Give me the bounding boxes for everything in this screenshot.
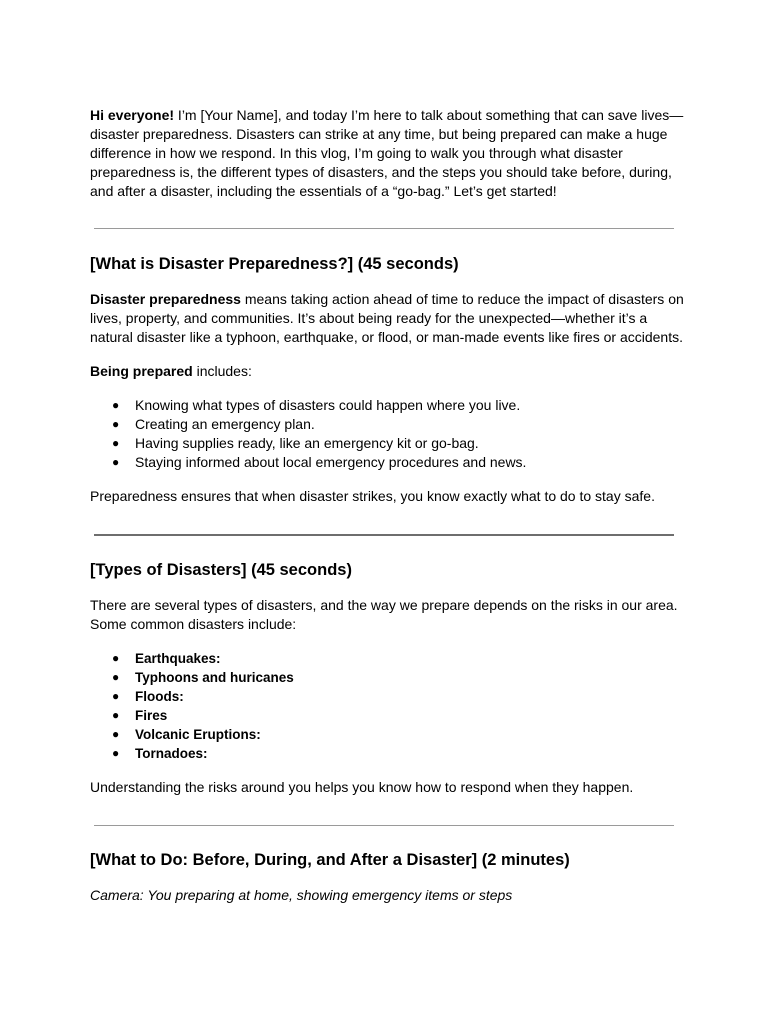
section1-paragraph-definition [90, 290, 690, 347]
bullet-icon: ● [112, 708, 120, 722]
bullet-icon: ● [112, 417, 120, 431]
section1-paragraph-includes [90, 362, 690, 381]
section1-includes-text: includes: [192, 363, 252, 379]
bullet-icon: ● [112, 398, 120, 412]
list-item: ● Volcanic Eruptions: [112, 727, 261, 742]
section1-definition-bold: Disaster preparedness [90, 291, 241, 307]
section-heading-types: [Types of Disasters] (45 seconds) [90, 561, 352, 579]
section-heading-what-is: [What is Disaster Preparedness?] (45 seconds) [90, 255, 459, 273]
bullet-icon: ● [112, 455, 120, 469]
intro-paragraph [90, 106, 690, 201]
intro-lead: Hi everyone! [90, 107, 175, 123]
list-item: ● Tornadoes: [112, 746, 208, 761]
list-item: ● Creating an emergency plan. [112, 416, 315, 432]
section2-paragraph-intro: There are several types of disasters, and the way we prepare depends on the risks in our area. Some common disasters include: [90, 597, 678, 632]
list-item: ● Staying informed about local emergency procedures and news. [112, 454, 527, 470]
list-item: ● Floods: [112, 689, 184, 704]
section1-definition-text: means taking action ahead of time to reduce the impact of disasters on lives, property, and communities. It’s about being ready for the unexpected—whether it’s a natural disaster like a typhoon, earthquake, or flood, or man-made events like fires or accidents. [90, 291, 684, 345]
list-item: ● Typhoons and huricanes [112, 670, 294, 685]
section2-closing: Understanding the risks around you helps you know how to respond when they happen. [90, 779, 634, 795]
section2-list [90, 649, 690, 763]
bullet-icon: ● [112, 670, 120, 684]
section-heading-what-to-do: [What to Do: Before, During, and After a Disaster] (2 minutes) [90, 851, 570, 869]
section1-list [90, 396, 690, 472]
camera-note: Camera: You preparing at home, showing emergency items or steps [90, 887, 513, 903]
divider-2 [94, 534, 674, 536]
list-item: ● Having supplies ready, like an emergency kit or go-bag. [112, 435, 479, 451]
bullet-icon: ● [112, 746, 120, 760]
bullet-icon: ● [112, 436, 120, 450]
document-page [90, 106, 690, 905]
section1-closing: Preparedness ensures that when disaster strikes, you know exactly what to do to stay safe. [90, 488, 655, 504]
list-item: ● Knowing what types of disasters could happen where you live. [112, 397, 521, 413]
bullet-icon: ● [112, 727, 120, 741]
divider-3 [94, 825, 674, 826]
bullet-icon: ● [112, 689, 120, 703]
divider-1 [94, 228, 674, 229]
list-item: ● Fires [112, 708, 168, 723]
bullet-icon: ● [112, 651, 120, 665]
list-item: ● Earthquakes: [112, 651, 221, 666]
section1-includes-bold: Being prepared [90, 363, 193, 379]
intro-text: I’m [Your Name], and today I’m here to talk about something that can save lives—disaster preparedness. Disasters can strike at any time, but being prepared can make a huge difference in how we respond. In this vlog, I’m going to walk you through what disaster preparedness is, the different types of disasters, and the steps you should take before, during, and after a disaster, including the essentials of a “go-bag.” Let’s get started! [90, 107, 684, 199]
